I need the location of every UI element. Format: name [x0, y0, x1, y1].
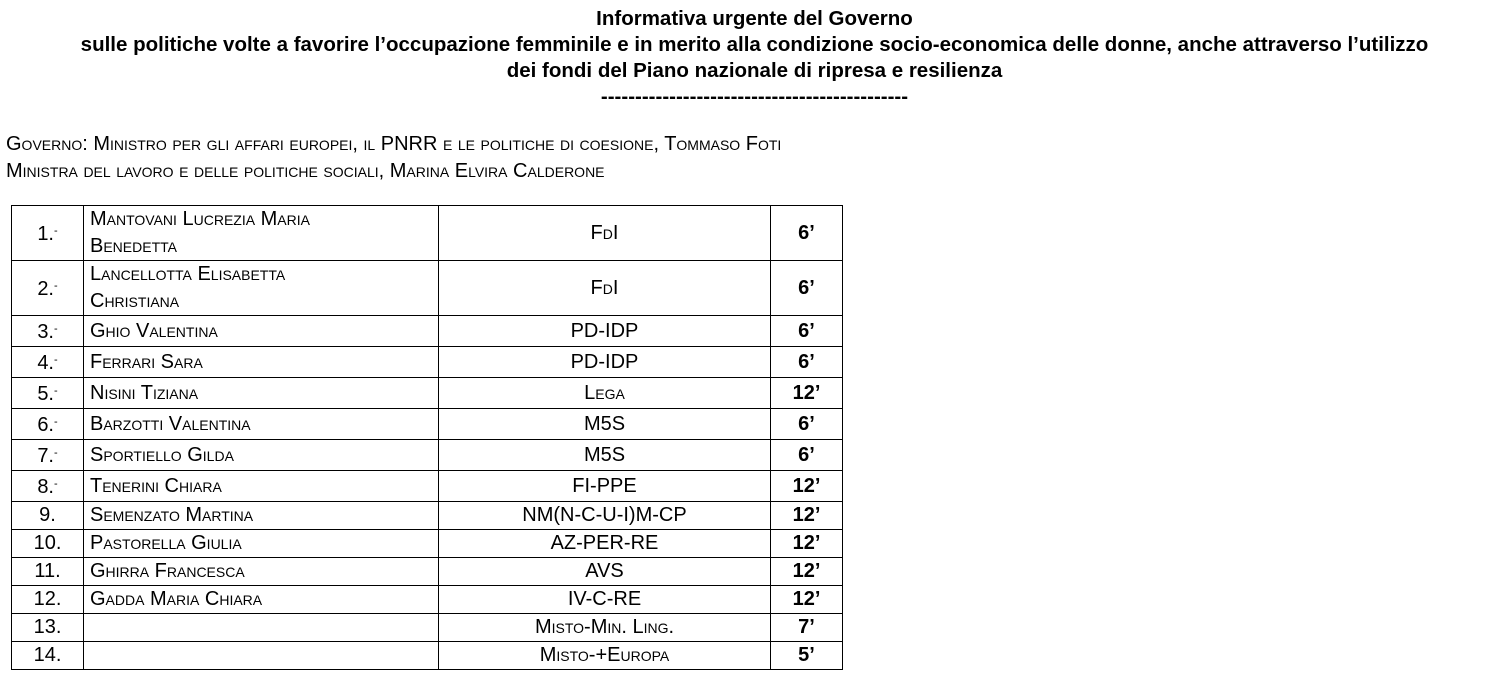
speaker-number: 12.	[12, 586, 84, 614]
speaker-time: 5’	[771, 642, 843, 670]
table-row	[12, 502, 843, 530]
government-line1: Governo: Ministro per gli affari europei, il PNRR e le politiche di coesione, Tommaso Foti	[6, 133, 782, 155]
government-block	[6, 131, 781, 185]
document-subtitle-line1: sulle politiche volte a favorire l’occupazione femminile e in merito alla condizione socio-economica delle donne, anche attraverso l’utilizzo	[80, 33, 1429, 56]
speaker-group: IV-C-RE	[439, 586, 771, 614]
table-row	[12, 530, 843, 558]
speaker-time: 12’	[771, 471, 843, 502]
speaker-name	[84, 614, 439, 642]
speaker-number: 9.	[12, 502, 84, 530]
table-row	[12, 316, 843, 347]
speaker-name: Ferrari Sara	[84, 347, 439, 378]
document-header	[0, 6, 1509, 110]
government-line2: Ministra del lavoro e delle politiche sociali, Marina Elvira Calderone	[6, 160, 605, 182]
table-row	[12, 261, 843, 316]
table-row	[12, 471, 843, 502]
speaker-group: PD-IDP	[439, 347, 771, 378]
speaker-number: 11.	[12, 558, 84, 586]
speaker-name: Pastorella Giulia	[84, 530, 439, 558]
speaker-name: Mantovani Lucrezia Maria Benedetta	[84, 206, 439, 261]
speaker-name: Tenerini Chiara	[84, 471, 439, 502]
speaker-number: 1.-	[12, 206, 84, 261]
speaker-name: Sportiello Gilda	[84, 440, 439, 471]
table-row	[12, 378, 843, 409]
speaker-group: NM(N-C-U-I)M-CP	[439, 502, 771, 530]
table-row	[12, 347, 843, 378]
speaker-name: Semenzato Martina	[84, 502, 439, 530]
speaker-name: Lancellotta Elisabetta Christiana	[84, 261, 439, 316]
speaker-group: Lega	[439, 378, 771, 409]
speaker-group: M5S	[439, 440, 771, 471]
speaker-name: Ghio Valentina	[84, 316, 439, 347]
speaker-time: 12’	[771, 502, 843, 530]
speaker-name	[84, 642, 439, 670]
table-row	[12, 206, 843, 261]
speaker-time: 6’	[771, 440, 843, 471]
speaker-group: AZ-PER-RE	[439, 530, 771, 558]
speaker-time: 12’	[771, 558, 843, 586]
speaker-group: Misto-+Europa	[439, 642, 771, 670]
table-row	[12, 440, 843, 471]
speaker-group: Misto-Min. Ling.	[439, 614, 771, 642]
document-subtitle-line2: dei fondi del Piano nazionale di ripresa e resilienza	[506, 59, 1003, 82]
speaker-group: FdI	[439, 261, 771, 316]
table-row	[12, 409, 843, 440]
speaker-time: 7’	[771, 614, 843, 642]
table-row	[12, 586, 843, 614]
speaker-name: Gadda Maria Chiara	[84, 586, 439, 614]
speakers-table	[11, 205, 843, 670]
speaker-time: 6’	[771, 316, 843, 347]
speaker-number: 14.	[12, 642, 84, 670]
speaker-group: AVS	[439, 558, 771, 586]
speaker-number: 8.-	[12, 471, 84, 502]
speaker-name: Ghirra Francesca	[84, 558, 439, 586]
header-separator: ---------------------------------------------	[600, 85, 909, 108]
speaker-group: FdI	[439, 206, 771, 261]
speaker-number: 3.-	[12, 316, 84, 347]
document-title: Informativa urgente del Governo	[596, 7, 913, 30]
speaker-time: 12’	[771, 530, 843, 558]
speaker-number: 10.	[12, 530, 84, 558]
speaker-group: FI-PPE	[439, 471, 771, 502]
speaker-time: 12’	[771, 378, 843, 409]
table-row	[12, 558, 843, 586]
speaker-time: 6’	[771, 409, 843, 440]
speaker-name: Barzotti Valentina	[84, 409, 439, 440]
speaker-time: 6’	[771, 206, 843, 261]
speaker-time: 6’	[771, 261, 843, 316]
speaker-number: 13.	[12, 614, 84, 642]
speaker-number: 4.-	[12, 347, 84, 378]
speaker-time: 6’	[771, 347, 843, 378]
speaker-number: 5.-	[12, 378, 84, 409]
speaker-number: 6.-	[12, 409, 84, 440]
speaker-number: 7.-	[12, 440, 84, 471]
speaker-time: 12’	[771, 586, 843, 614]
speaker-number: 2.-	[12, 261, 84, 316]
speaker-group: M5S	[439, 409, 771, 440]
table-row	[12, 614, 843, 642]
speaker-group: PD-IDP	[439, 316, 771, 347]
table-row	[12, 642, 843, 670]
speaker-name: Nisini Tiziana	[84, 378, 439, 409]
